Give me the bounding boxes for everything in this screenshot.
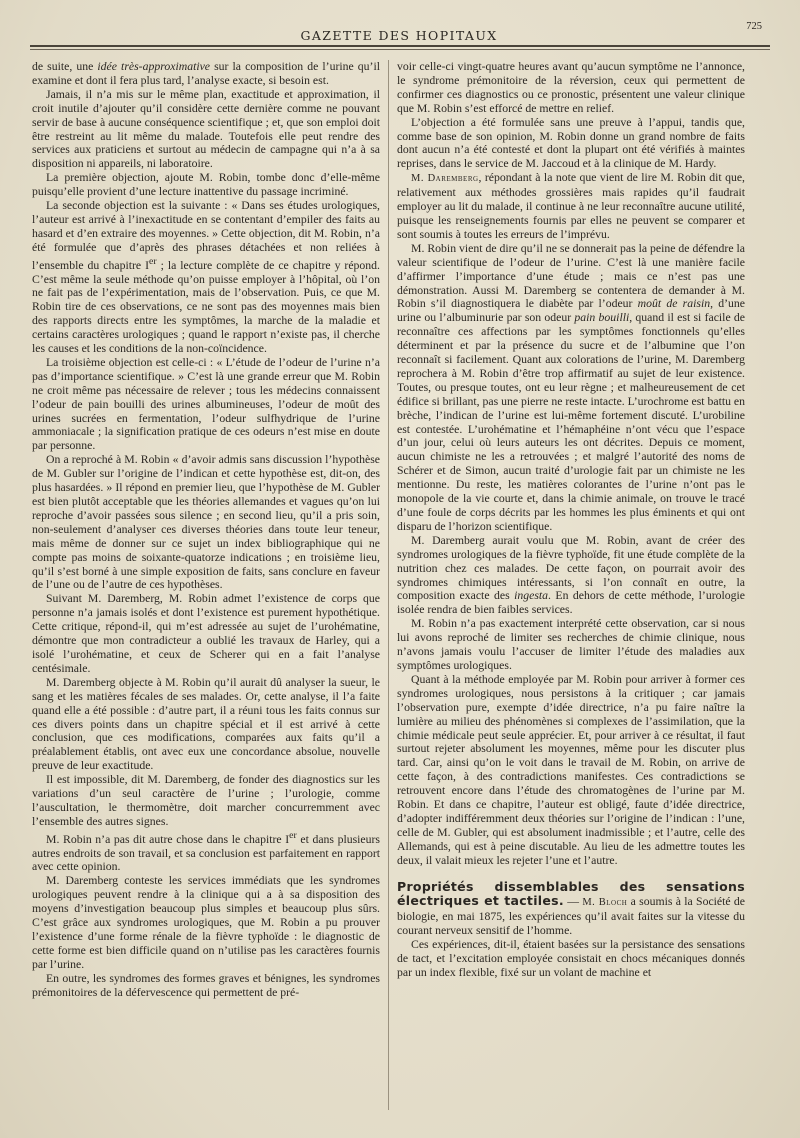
left-column-paragraph: M. Robin n’a pas dit autre chose dans le chapitre Ier et dans plusieurs autres endroits de son travail, et sa conclusion est parfaitement en rapport avec cette opinion. <box>32 829 380 874</box>
left-column-paragraph: On a reproché à M. Robin « d’avoir admis sans discussion l’hypothèse de M. Gubler sur l’origine de l’indican et cette hypothèse est, dit-on, des plus hasardées. » Il répond en premier lieu, que l’hypothèse de M. Gubler est bien plutôt acceptable que les théories allemandes et vagues qu’on lui reproche d’avoir passées sous silence ; en second lieu, qu’il a pris soin, non-seulement d’analyser ces diverses théories dans toute leur teneur, mais même de donner sur ce sujet un index bibliographique qui ne compte pas moins de soixante-quatorze indications ; en troisième lieu, qu’il s’est borné à une simple exposition de faits, sans conclure en faveur de l’une ou de l’autre de ces hypothèses. <box>32 453 380 592</box>
left-column-paragraph: de suite, une idée très-approximative sur la composition de l’urine qu’il examine et dont il fera plus tard, l’analyse exacte, si besoin est. <box>32 60 381 87</box>
header-rule-thin <box>30 49 770 50</box>
left-column-paragraph: La seconde objection est la suivante : « Dans ses études urologiques, l’auteur est arrivé à l’inexactitude en se contentant d’empiler des faits au hasard et d’en extraire des moyennes. » Cette objection, dit M. Robin, n’a été formulée que d’après des phrases détachées et non reliées à l’ensemble du chapitre Ier ; la lecture complète de ce chapitre y répond. C’est même la seule méthode qu’on puisse employer à l’hôpital, où l’on ne fait pas de l’expérimentation, mais de l’observation. Puis, ce que M. Robin tire de ces observations, ce ne sont pas des moyennes mais bien des rapports directs entre les symptômes, la marche de la maladie et certains caractères urologiques ; quand le rapport n’existe pas, il cherche les causes et les conditions de la non-coïncidence. <box>32 199 380 356</box>
right-column-paragraph: M. Robin n’a pas exactement interprété cette observation, car si nous lui avons reproché de limiter ses recherches de chimie clinique, nous n’avons jamais voulu l’accuser de limiter l’étude des maladies aux symptômes urologiques. <box>397 617 745 672</box>
column-divider <box>388 60 389 1110</box>
left-column-paragraph: Suivant M. Daremberg, M. Robin admet l’existence de corps que personne n’a jamais isolés et dont l’existence est purement hypothétique. Cette critique, répond-il, qui m’est adressée au sujet de l’urohématine, démontre que mon contradicteur a oublié les travaux de Harley, qui a isolé l’urohématine, et ceux de Scherer qui en a fait l’analyse centésimale. <box>32 592 380 675</box>
page-header <box>30 18 768 44</box>
right-column-paragraph: voir celle-ci vingt-quatre heures avant qu’aucun symptôme ne l’annonce, le syndrome prémonitoire de la réversion, ceux qui permettent de confirmer ces diagnostics ou ce pronostic, présentent une valeur clinique que M. Robin s’est efforcé de mettre en relief. <box>397 60 745 115</box>
left-column-paragraph: M. Daremberg conteste les services immédiats que les syndromes urologiques peuvent rendre à la clinique qui a à sa disposition des moyens d’investigation beaucoup plus simples et beaucoup plus sûrs. C’est grâce aux syndromes urologiques, que M. Robin a pu prouver l’existence d’une forme rénale de la fièvre typhoïde : le diagnostic de cette forme est bien difficile quand on n’utilise pas les caractères fournis par l’urine. <box>32 874 380 971</box>
right-column-paragraph: M. Daremberg, répondant à la note que vient de lire M. Robin dit que, relativement aux méthodes grossières mais rapides qu’il faudrait employer au lit du malade, il continue à ne leur reconnaître aucune utilité, puisque les renseignements fournis par elles ne peuvent se comparer et sont soumis à toutes les erreurs de l’imprévu. <box>397 171 745 241</box>
left-column-paragraph: Jamais, il n’a mis sur le même plan, exactitude et approximation, il croit inutile d’ajouter qu’il considère cette dernière comme ne pouvant servir de base à aucune conséquence scientifique ; et, que son emploi doit être restreint au lit même du malade. Toutefois elle peut rendre des services aux praticiens et surtout au médecin de campagne qui n’a à sa disposition ni appareils, ni laboratoire. <box>32 87 380 171</box>
left-column-paragraph: M. Daremberg objecte à M. Robin qu’il aurait dû analyser la sueur, le sang et les matières fécales de ses malades. Or, cette analyse, il l’a faite quand elle a été possible : d’autre part, il a réuni tous les faits connus sur ces divers points dans un chapitre spécial et il est arrivé à cette conclusion, que ces modifications, comparées aux faits qu’il a préalablement établis, ont avec eux une concordance absolue, nouvelle preuve de leur exactitude. <box>32 675 380 773</box>
left-column-paragraph: En outre, les syndromes des formes graves et bénignes, les syndromes prémonitoires de la défervescence qui permettent de pré- <box>32 971 380 999</box>
header-rule <box>30 45 770 47</box>
right-column-paragraph: Propriétés dissemblables des sensations électriques et tactiles. — M. Bloch a soumis à la Société de biologie, en mai 1875, les expériences qu’il avait faites sur la vitesse du courant nerveux sensitif de l’homme. <box>397 878 746 938</box>
journal-title: GAZETTE DES HOPITAUX <box>300 28 498 43</box>
right-column-paragraph: Ces expériences, dit-il, étaient basées sur la persistance des sensations de tact, et l’excitation employée consistait en chocs mécaniques donnés par un index flexible, fixé sur un volant de machine et <box>397 938 745 979</box>
right-column-paragraph: M. Robin vient de dire qu’il ne se donnerait pas la peine de défendre la valeur scientifique de l’odeur de l’urine. C’est là une manière facile d’affirmer l’importance d’une étude ; mais ce n’est pas une démonstration. Aussi M. Daremberg se contentera de demander à M. Robin s’il diagnostiquera le diabète par l’odeur moût de raisin, d’une urine ou l’albuminurie par son odeur pain bouilli, quand il est si facile de reconnaître ces affections par les symptômes fonctionnels qu’elles déterminent et par la présence du sucre et de l’albumine que l’on reconnaît si facilement. Quant aux colorations de l’urine, M. Daremberg reprochera à M. Robin d’être trop affirmatif au sujet de leur existence. Toutes, ou presque toutes, ont eu leur règne ; et malheureusement de cet édifice si brillant, pas une pierre ne reste intacte. L’urochrome est battu en brèche, l’indican de l’urine est lui-même fortement discuté. L’urobiline est contestée. L’urohématine et l’hémaphéine n’ont vécu que l’espace d’un jour, celui où leurs auteurs les ont décrites. Depuis ce moment, aucun chimiste ne les a retrouvées ; et malgré l’autorité des noms de Schérer et de Simon, aucun traité d’urologie fait par un chimiste ne les mentionne. Du reste, les matières colorantes de l’urine n’ont pas le monopole de la vie courte et, dans la chimie animale, on trouve le tracé d’une foule de corps décrits par les hommes les plus éminents et qui ont disparu de l’horizon scientifique. <box>397 241 746 533</box>
page-number: 725 <box>746 21 762 32</box>
right-column-paragraph: L’objection a été formulée sans une preuve à l’appui, tandis que, comme base de son opinion, M. Robin donne un grand nombre de faits dont aucun n’a été contesté et dont la plupart ont été vérifiés à maintes reprises, dans le service de M. Jaccoud et à la clinique de M. Hardy. <box>397 115 745 171</box>
right-column-paragraph: M. Daremberg aurait voulu que M. Robin, avant de créer des syndromes urologiques de la fièvre typhoïde, fit une étude complète de la nutrition chez ces malades. De cette façon, on pourrait avoir des syndromes chimiques intéressants, si l’on connaît en outre, la composition exacte des ingesta. En dehors de cette méthode, l’urologie isolée rendra de bien faibles services. <box>397 533 746 617</box>
left-column-paragraph: La troisième objection est celle-ci : « L’étude de l’odeur de l’urine n’a pas d’importance scientifique. » C’est là une grande erreur que M. Robin ne croit même pas nécessaire de relever ; tous les médecins connaissent l’odeur de pain bouilli des urines albumineuses, l’odeur de moût des urines sucrées en fermentation, l’odeur sulfhydrique de l’urine ammoniacale ; la signification pratique de ces odeurs n’est mise en doute par personne. <box>32 355 380 453</box>
left-column-paragraph: La première objection, ajoute M. Robin, tombe donc d’elle-même puisqu’elle provient d’une lecture inattentive du passage incriminé. <box>32 171 380 199</box>
left-column <box>32 60 380 1000</box>
right-column <box>397 60 745 980</box>
right-column-paragraph: Quant à la méthode employée par M. Robin pour arriver à former ces syndromes urologiques, nous persistons à la critiquer ; car jamais l’observation pure, exempte d’idée directrice, n’a pu faire naître la lumière au milieu des phénomènes si complexes de l’assimilation, que la chimie médicale peut seule apprécier. Et, pour arriver à ce résultat, il faut surtout rejeter absolument les moyennes, même pour les discuter plus tard. Car, ainsi qu’on le voit dans le travail de M. Robin, on arrive de cette façon, à des contradictions manifestes. Ces contradictions se retrouvent encore dans l’étude des chromatogènes de l’urine par M. Robin. Et dans ce chapitre, l’auteur est obligé, faute d’idée directrice, d’adopter indifféremment deux théories sur l’origine de l’indican : l’une, celle de M. Gubler, qui est absolument inadmissible ; et l’autre, celle des Allemands, qui est à peine discutable. Au lieu de les admettre toutes les deux, il valait mieux les rejeter l’une et l’autre. <box>397 672 745 867</box>
left-column-paragraph: Il est impossible, dit M. Daremberg, de fonder des diagnostics sur les variations d’un seul caractère de l’urine ; l’urologie, comme l’auscultation, le thermomètre, doit marcher concurremment avec l’ensemble des autres signes. <box>32 773 380 828</box>
